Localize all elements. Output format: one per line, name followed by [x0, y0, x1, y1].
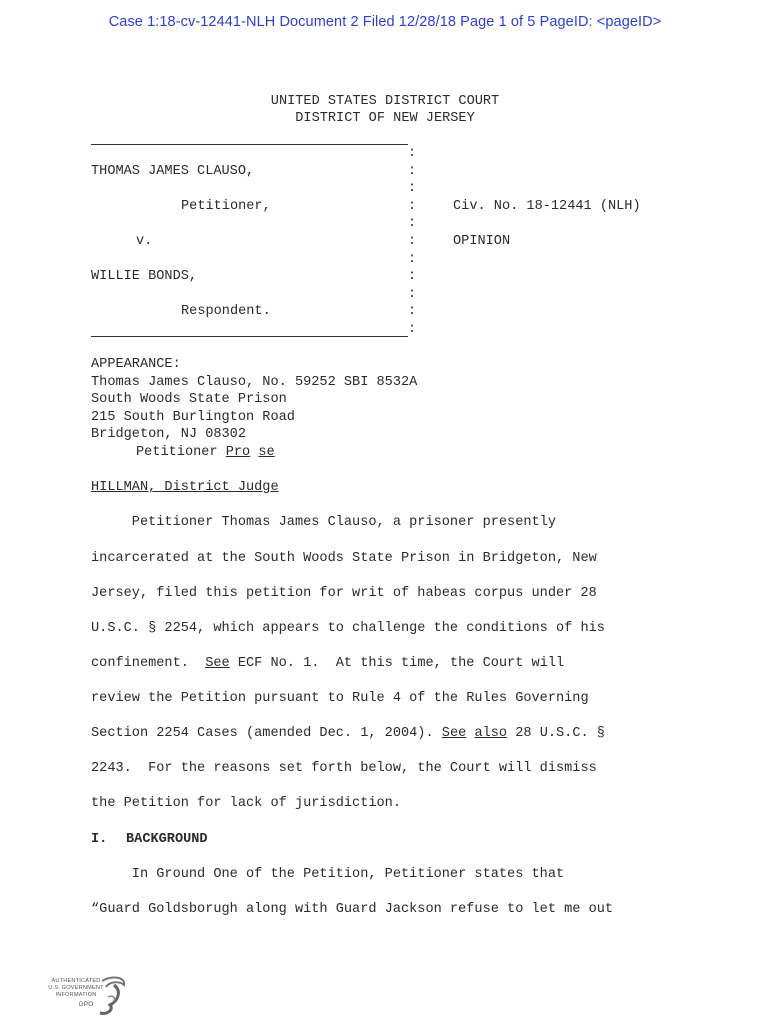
- body-line: “Guard Goldsborugh along with Guard Jackson refuse to let me out: [91, 902, 614, 917]
- appearance-line: 215 South Burlington Road: [91, 410, 295, 425]
- body-text: ECF No. 1. At this time, the Court will: [229, 656, 565, 671]
- caption-colon: :: [408, 146, 417, 161]
- section-number: I.: [91, 832, 108, 847]
- logo-text: AUTHENTICATED: [51, 978, 101, 984]
- body-line: [91, 656, 564, 671]
- gpo-authentication-logo: [44, 975, 130, 1017]
- caption-colon: :: [408, 216, 417, 231]
- body-line: [91, 726, 605, 741]
- also-signal: also: [474, 726, 508, 741]
- se-text: se: [258, 445, 275, 460]
- pro-text: Pro: [225, 445, 251, 460]
- versus-label: v.: [136, 234, 153, 249]
- body-text: Section 2254 Cases (amended Dec. 1, 2004).: [91, 726, 442, 741]
- see-signal: See: [205, 656, 230, 671]
- logo-text: INFORMATION: [55, 992, 97, 998]
- appearance-line: South Woods State Prison: [91, 392, 287, 407]
- petitioner-role: Petitioner,: [181, 199, 271, 214]
- body-line: Petitioner Thomas James Clauso, a prisoner presently: [91, 515, 556, 530]
- caption-top-rule: [91, 144, 408, 145]
- body-line: incarcerated at the South Woods State Prison in Bridgeton, New: [91, 551, 597, 566]
- logo-text: U.S. GOVERNMENT: [48, 985, 104, 991]
- judge-line: HILLMAN, District Judge: [91, 480, 279, 495]
- appearance-role: [136, 445, 275, 460]
- civil-number: Civ. No. 18-12441 (NLH): [453, 199, 641, 214]
- caption-colon: :: [408, 252, 417, 267]
- caption-colon: :: [408, 287, 417, 302]
- role-prefix: Petitioner: [136, 445, 226, 460]
- caption-colon: :: [408, 234, 417, 249]
- respondent-role: Respondent.: [181, 304, 271, 319]
- see-signal: See: [441, 726, 467, 741]
- section-title: BACKGROUND: [126, 832, 208, 847]
- body-line: review the Petition pursuant to Rule 4 of the Rules Governing: [91, 691, 589, 706]
- body-line: 2243. For the reasons set forth below, the Court will dismiss: [91, 761, 597, 776]
- logo-text: GPO: [78, 1001, 94, 1008]
- case-header-stamp: Case 1:18-cv-12441-NLH Document 2 Filed 12/28/18 Page 1 of 5 PageID: <pageID>: [108, 14, 662, 30]
- body-text: 28 U.S.C. §: [507, 726, 605, 741]
- body-line: the Petition for lack of jurisdiction.: [91, 796, 401, 811]
- body-line: Jersey, filed this petition for writ of habeas corpus under 28: [91, 586, 597, 601]
- caption-bottom-rule: [91, 336, 408, 337]
- caption-colon: :: [408, 322, 417, 337]
- caption-colon: :: [408, 269, 417, 284]
- caption-colon: :: [408, 164, 417, 179]
- appearance-heading: APPEARANCE:: [91, 357, 181, 372]
- body-text: confinement.: [91, 656, 206, 671]
- respondent-name: WILLIE BONDS,: [91, 269, 198, 284]
- document-type: OPINION: [453, 234, 511, 249]
- body-line: U.S.C. § 2254, which appears to challenge the conditions of his: [91, 621, 605, 636]
- body-line: In Ground One of the Petition, Petitioner states that: [91, 867, 565, 882]
- petitioner-name: THOMAS JAMES CLAUSO,: [91, 164, 255, 179]
- court-name: UNITED STATES DISTRICT COURT: [270, 94, 500, 109]
- caption-colon: :: [408, 181, 417, 196]
- caption-colon: :: [408, 199, 417, 214]
- court-district: DISTRICT OF NEW JERSEY: [295, 111, 475, 126]
- appearance-line: Bridgeton, NJ 08302: [91, 427, 246, 442]
- appearance-line: Thomas James Clauso, No. 59252 SBI 8532A: [91, 375, 418, 390]
- eagle-emblem-icon: [96, 975, 130, 1017]
- caption-colon: :: [408, 304, 417, 319]
